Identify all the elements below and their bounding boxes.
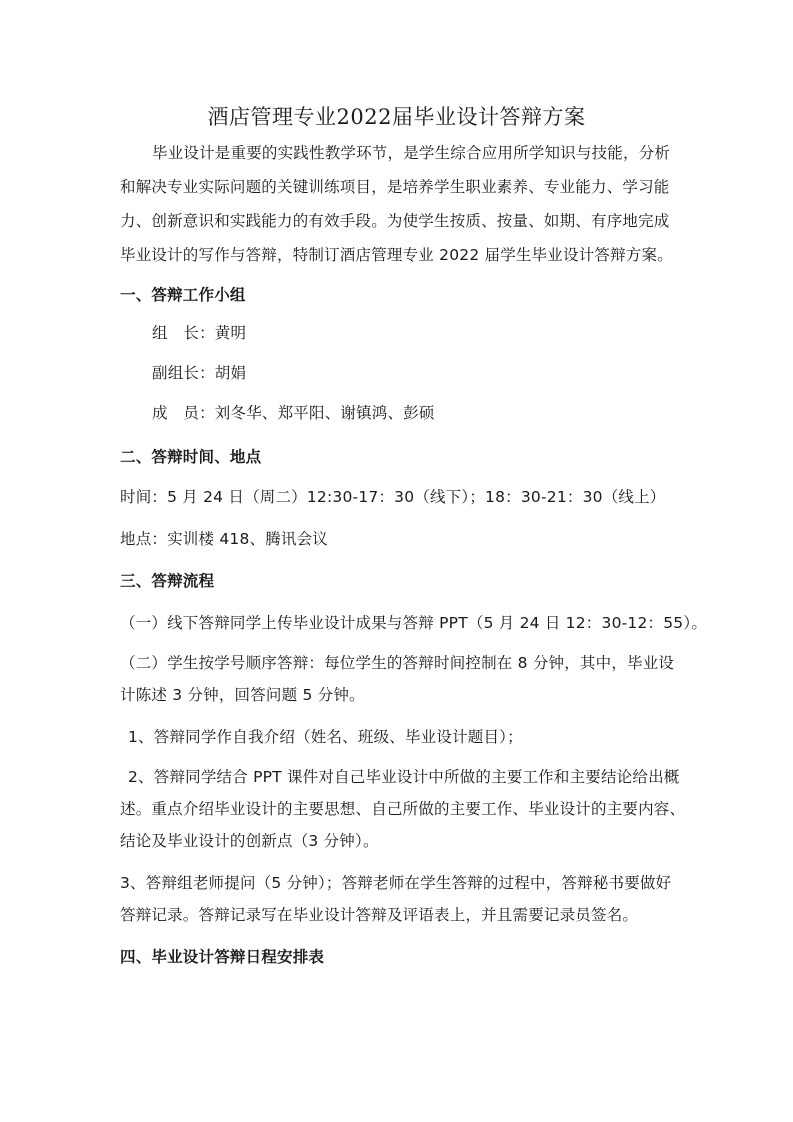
intro-line-4: 毕业设计的写作与答辩，特制订酒店管理专业 2022 届学生毕业设计答辩方案。 xyxy=(120,246,673,264)
section-heading-schedule: 四、毕业设计答辩日程安排表 xyxy=(120,948,325,966)
process-item-3-line-2: 答辩记录。答辩记录写在毕业设计答辩及评语表上，并且需要记录员签名。 xyxy=(120,906,639,924)
intro-line-2: 和解决专业实际问题的关键训练项目，是培养学生职业素养、专业能力、学习能 xyxy=(120,178,670,196)
section-heading-committee: 一、答辩工作小组 xyxy=(120,286,246,304)
defense-time: 时间：5 月 24 日（周二）12:30-17：30（线下）；18：30-21：30（线上） xyxy=(120,488,666,506)
section-heading-time-place: 二、答辩时间、地点 xyxy=(120,448,262,466)
defense-place: 地点：实训楼 418、腾讯会议 xyxy=(120,530,329,548)
process-item-1: 1、答辩同学作自我介绍（姓名、班级、毕业设计题目）； xyxy=(128,728,523,746)
process-step-2-line-1: （二）学生按学号顺序答辩：每位学生的答辩时间控制在 8 分钟，其中，毕业设 xyxy=(120,654,675,672)
process-item-2-line-3: 结论及毕业设计的创新点（3 分钟）。 xyxy=(120,832,379,850)
process-item-3-line-1: 3、答辩组老师提问（5 分钟）；答辩老师在学生答辩的过程中，答辩秘书要做好 xyxy=(120,874,672,892)
process-step-2-line-2: 计陈述 3 分钟，回答问题 5 分钟。 xyxy=(120,686,365,704)
process-step-1: （一）线下答辩同学上传毕业设计成果与答辩 PPT（5 月 24 日 12：30-12：55）。 xyxy=(120,614,708,632)
process-item-2-line-1: 2、答辩同学结合 PPT 课件对自己毕业设计中所做的主要工作和主要结论给出概 xyxy=(128,768,680,786)
section-heading-process: 三、答辩流程 xyxy=(120,572,215,590)
committee-members: 成 员：刘冬华、郑平阳、谢镇鸿、彭硕 xyxy=(152,404,435,422)
intro-line-3: 力、创新意识和实践能力的有效手段。为使学生按质、按量、如期、有序地完成 xyxy=(120,212,670,230)
committee-leader: 组 长：黄明 xyxy=(152,324,247,342)
committee-vice-leader: 副组长：胡娟 xyxy=(152,364,247,382)
document-title: 酒店管理专业2022届毕业设计答辩方案 xyxy=(207,105,586,129)
process-item-2-line-2: 述。重点介绍毕业设计的主要思想、自己所做的主要工作、毕业设计的主要内容、 xyxy=(120,800,686,818)
intro-line-1: 毕业设计是重要的实践性教学环节，是学生综合应用所学知识与技能，分析 xyxy=(152,144,671,162)
